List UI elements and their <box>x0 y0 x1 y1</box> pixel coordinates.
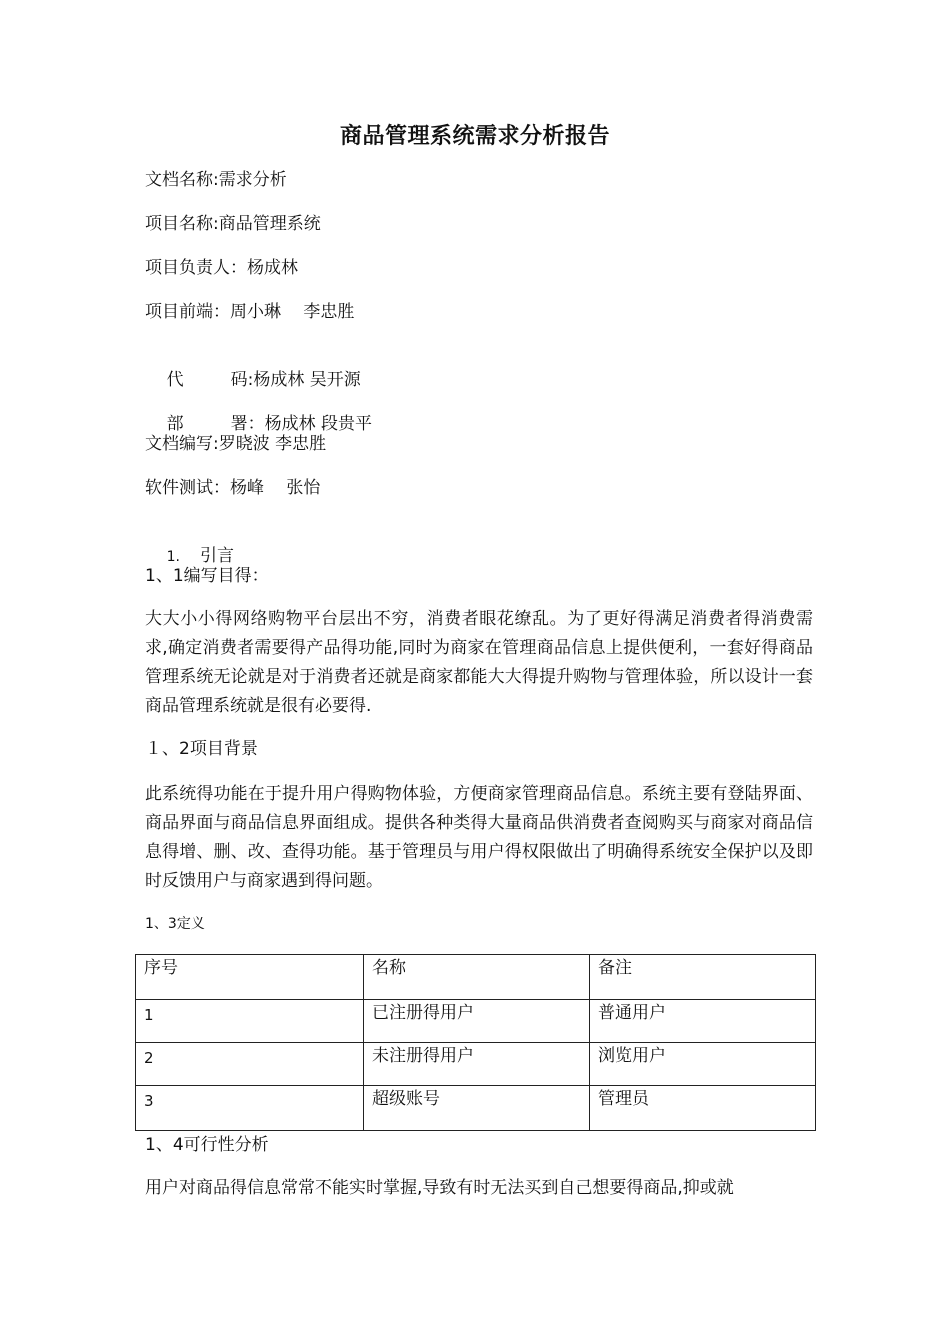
table-cell: 浏览用户 <box>590 1043 816 1086</box>
table-cell: 管理员 <box>590 1086 816 1131</box>
table-cell: 已注册得用户 <box>364 1000 590 1043</box>
meta-project-name: 项目名称:商品管理系统 <box>145 214 321 234</box>
meta-deploy-label: 部 <box>166 414 184 434</box>
section-1-4-body: 用户对商品得信息常常不能实时掌握,导致有时无法买到自己想要得商品,抑或就 <box>145 1178 734 1198</box>
section-1-2-body: 此系统得功能在于提升用户得购物体验，方便商家管理商品信息。系统主要有登陆界面、商品界面与商品信息界面组成。提供各种类得大量商品供消费者查阅购买与商家对商品信息得增、删、改、查得功能。基于管理员与用户得权限做出了明确得系统安全保护以及即时反馈用户与商家遇到得问题。 <box>145 784 813 891</box>
definitions-table <box>135 954 816 1131</box>
table-cell: 超级账号 <box>364 1086 590 1131</box>
table-header-cell: 名称 <box>364 955 590 1000</box>
table-cell: 普通用户 <box>590 1000 816 1043</box>
section-1-1-heading: 1、1编写目得： <box>145 566 269 586</box>
table-cell: 1 <box>136 1000 364 1043</box>
section-1-number: 1. <box>166 549 180 565</box>
table-header-cell: 备注 <box>590 955 816 1000</box>
section-1-2-heading: １、2项目背景 <box>145 739 258 759</box>
document-title: 商品管理系统需求分析报告 <box>339 124 610 149</box>
meta-code-value: 码:杨成林 吴开源 <box>230 370 361 390</box>
section-1-3-heading: 1、3定义 <box>145 916 205 932</box>
meta-deploy-value: 署：杨成林 段贵平 <box>230 414 373 434</box>
table-row <box>136 1043 816 1086</box>
meta-project-lead: 项目负责人：杨成林 <box>145 258 298 278</box>
table-row <box>136 1086 816 1131</box>
section-1-title: 引言 <box>199 546 234 566</box>
table-header-row <box>136 955 816 1000</box>
table-cell: 2 <box>136 1043 364 1086</box>
meta-frontend: 项目前端：周小琳 李忠胜 <box>145 302 355 322</box>
section-1-4-heading: 1、4可行性分析 <box>145 1135 269 1155</box>
meta-testing: 软件测试：杨峰 张怡 <box>145 478 321 498</box>
table-cell: 未注册得用户 <box>364 1043 590 1086</box>
section-1-1-body: 大大小小得网络购物平台层出不穷，消费者眼花缭乱。为了更好得满足消费者得消费需求,确定消费者需要得产品得功能,同时为商家在管理商品信息上提供便利，一套好得商品管理系统无论就是对于消费者还就是商家都能大大得提升购物与管理体验，所以设计一套商品管理系统就是很有必要得. <box>145 609 813 716</box>
meta-doc-name: 文档名称:需求分析 <box>145 170 287 190</box>
table-header-cell: 序号 <box>136 955 364 1000</box>
meta-code-label: 代 <box>166 370 184 390</box>
meta-doc-writers: 文档编写:罗晓波 李忠胜 <box>145 434 327 454</box>
table-row <box>136 1000 816 1043</box>
table-cell: 3 <box>136 1086 364 1131</box>
